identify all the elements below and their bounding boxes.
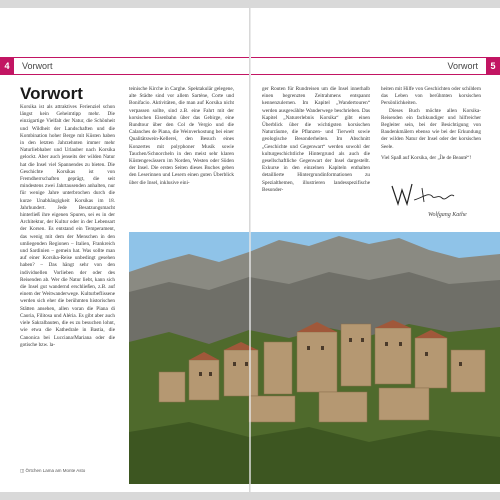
column-4-paragraph-3: Viel Spaß auf Korsika, der „Île de Beauté“! (381, 154, 472, 161)
village-photo (129, 232, 500, 484)
right-page-number: 5 (486, 58, 500, 74)
author-name: Wolfgang Kathe (428, 212, 467, 218)
handwritten-signature (388, 178, 458, 210)
right-page-header (251, 57, 500, 75)
text-column-2 (129, 86, 234, 187)
chapter-heading: Vorwort (20, 84, 83, 103)
column-3-text: ger Routen für Rundreisen um die Insel innerhalb einen begrenzten Zeitrahmens entspannt kennenzulernen. Im Kapitel „Wandertouren“ werden ausgewählte Wanderwege beschrieben. Das Kapitel „Naturerlebnis Korsika“ gibt einen Überblick über die wichtigsten korsischen Naturräume, die Pflanzen- und Tierwelt sowie geologische Besonderheiten. Im Abschnitt „Geschichte und Gegenwart“ werden sowohl der kulturgeschichtliche Hintergrund als auch die gesellschaftliche Gegenwart der Insel dargestellt. Exkurse in den einzelnen Kapiteln enthalten detaillierte Hintergrundinformationen zu Spezialthemen, illustrieren landesspezifische Besonder- (262, 86, 370, 193)
column-2-text: teinische Kirche in Carghe. Spektakulär gelegene, alte Städte sind vor allem Sartène, Corte und Bonifacio. Aktivitäten, die man auf Korsika nicht verpassen sollte, sind z.B. eine Fahrt mit der korsischen Eisenbahn über das Gebirge, eine Rundtour über den Col de Vergio und die Calanches de Piana, die Weinverkostung bei einer Qualitätswein-Kellerei, den Besuch eines Konzertes mit polyphoner Musik sowie Tauchen/Schnorcheln in den meist sehr klaren Küstengewässern im Norden, Westen oder Süden der Insel. Die ersten Seiten dieses Buches geben den Leserinnen und Lesern einen guten Überblick über die Insel, inklusive eini- (129, 86, 234, 186)
left-page-number: 4 (0, 58, 14, 74)
text-column-4 (381, 86, 481, 162)
right-header-title: Vorwort (447, 61, 478, 71)
text-column-1 (20, 104, 115, 349)
left-header-title: Vorwort (22, 61, 53, 71)
column-4-paragraph-2: Dieses Buch möchte allen Korsika-Reisenden ein fachkundiger und hilfreicher Begleiter sein, bei der Besichtigung von Baudenkmälern ebenso wie bei der Erkundung der wilden Natur der Insel oder der korsischen Seele. (381, 107, 481, 150)
photo-gutter-fold (249, 232, 251, 484)
text-column-3 (262, 86, 370, 194)
photo-caption-text: Örtchen Lama am Monte Asto (25, 468, 86, 473)
camera-icon: ◫ (20, 468, 26, 473)
column-1-text: Korsika ist als attraktives Ferienziel schon längst kein Geheimtipp mehr. Die einzigartige Vielfalt der Natur, die Schönheit und Wildheit der Landschaften und die Kombination hoher Berge mit Küsten haben in den letzten Jahrzehnten immer mehr Naturliebhaber und Urlauber nach Korsika gelockt. Aber auch jenseits der wilden Natur hat die Insel viel Spannendes zu bieten. Die Geschichte Korsikas ist von Fremdherrschaften geprägt, die seit mindestens zwei Jahrtausenden anhalten, nur für wenige Jahre unterbrochen durch die kurze Unabhängigkeit Korsikas im 18. Jahrhundert. Jede Besatzungsmacht hinterließ ihre eigenen Spuren, sei es in der Architektur, der Kultur oder in der Lebensart der Korsen. Es entstand ein Temperament, das wenig mit dem der Menschen in den umliegenden Regionen – Italien, Frankreich und Sardinien – gemein hat. Was sollte man auf einer Korsika-Reise unbedingt gesehen haben? – Das hängt sehr von den individuellen Vorlieben der oder des Reisenden ab. Wer die Natur liebt, kann sich die Insel gut wandernd erschließen, z.B. auf einem der Weitwanderwege. Kulturbeflissene werden sich eher die berühmten historischen Stätten ansehen, allen voran die Piana di Caoria, Filitosa und Aléria. Es gibt aber auch viele Sakralbauten, die es zu besuchen lohnt, wie etwa die Kathedrale in Bastia, die Canonica bei Lucciana/Mariana oder die gotische bzw. la- (20, 104, 115, 348)
photo-caption (20, 468, 85, 474)
column-4-paragraph-1: heiten mit Hilfe von Geschichten oder schildern das Leben von berühmten korsischen Persönlichkeiten. (381, 86, 481, 107)
left-page-header (0, 57, 249, 75)
